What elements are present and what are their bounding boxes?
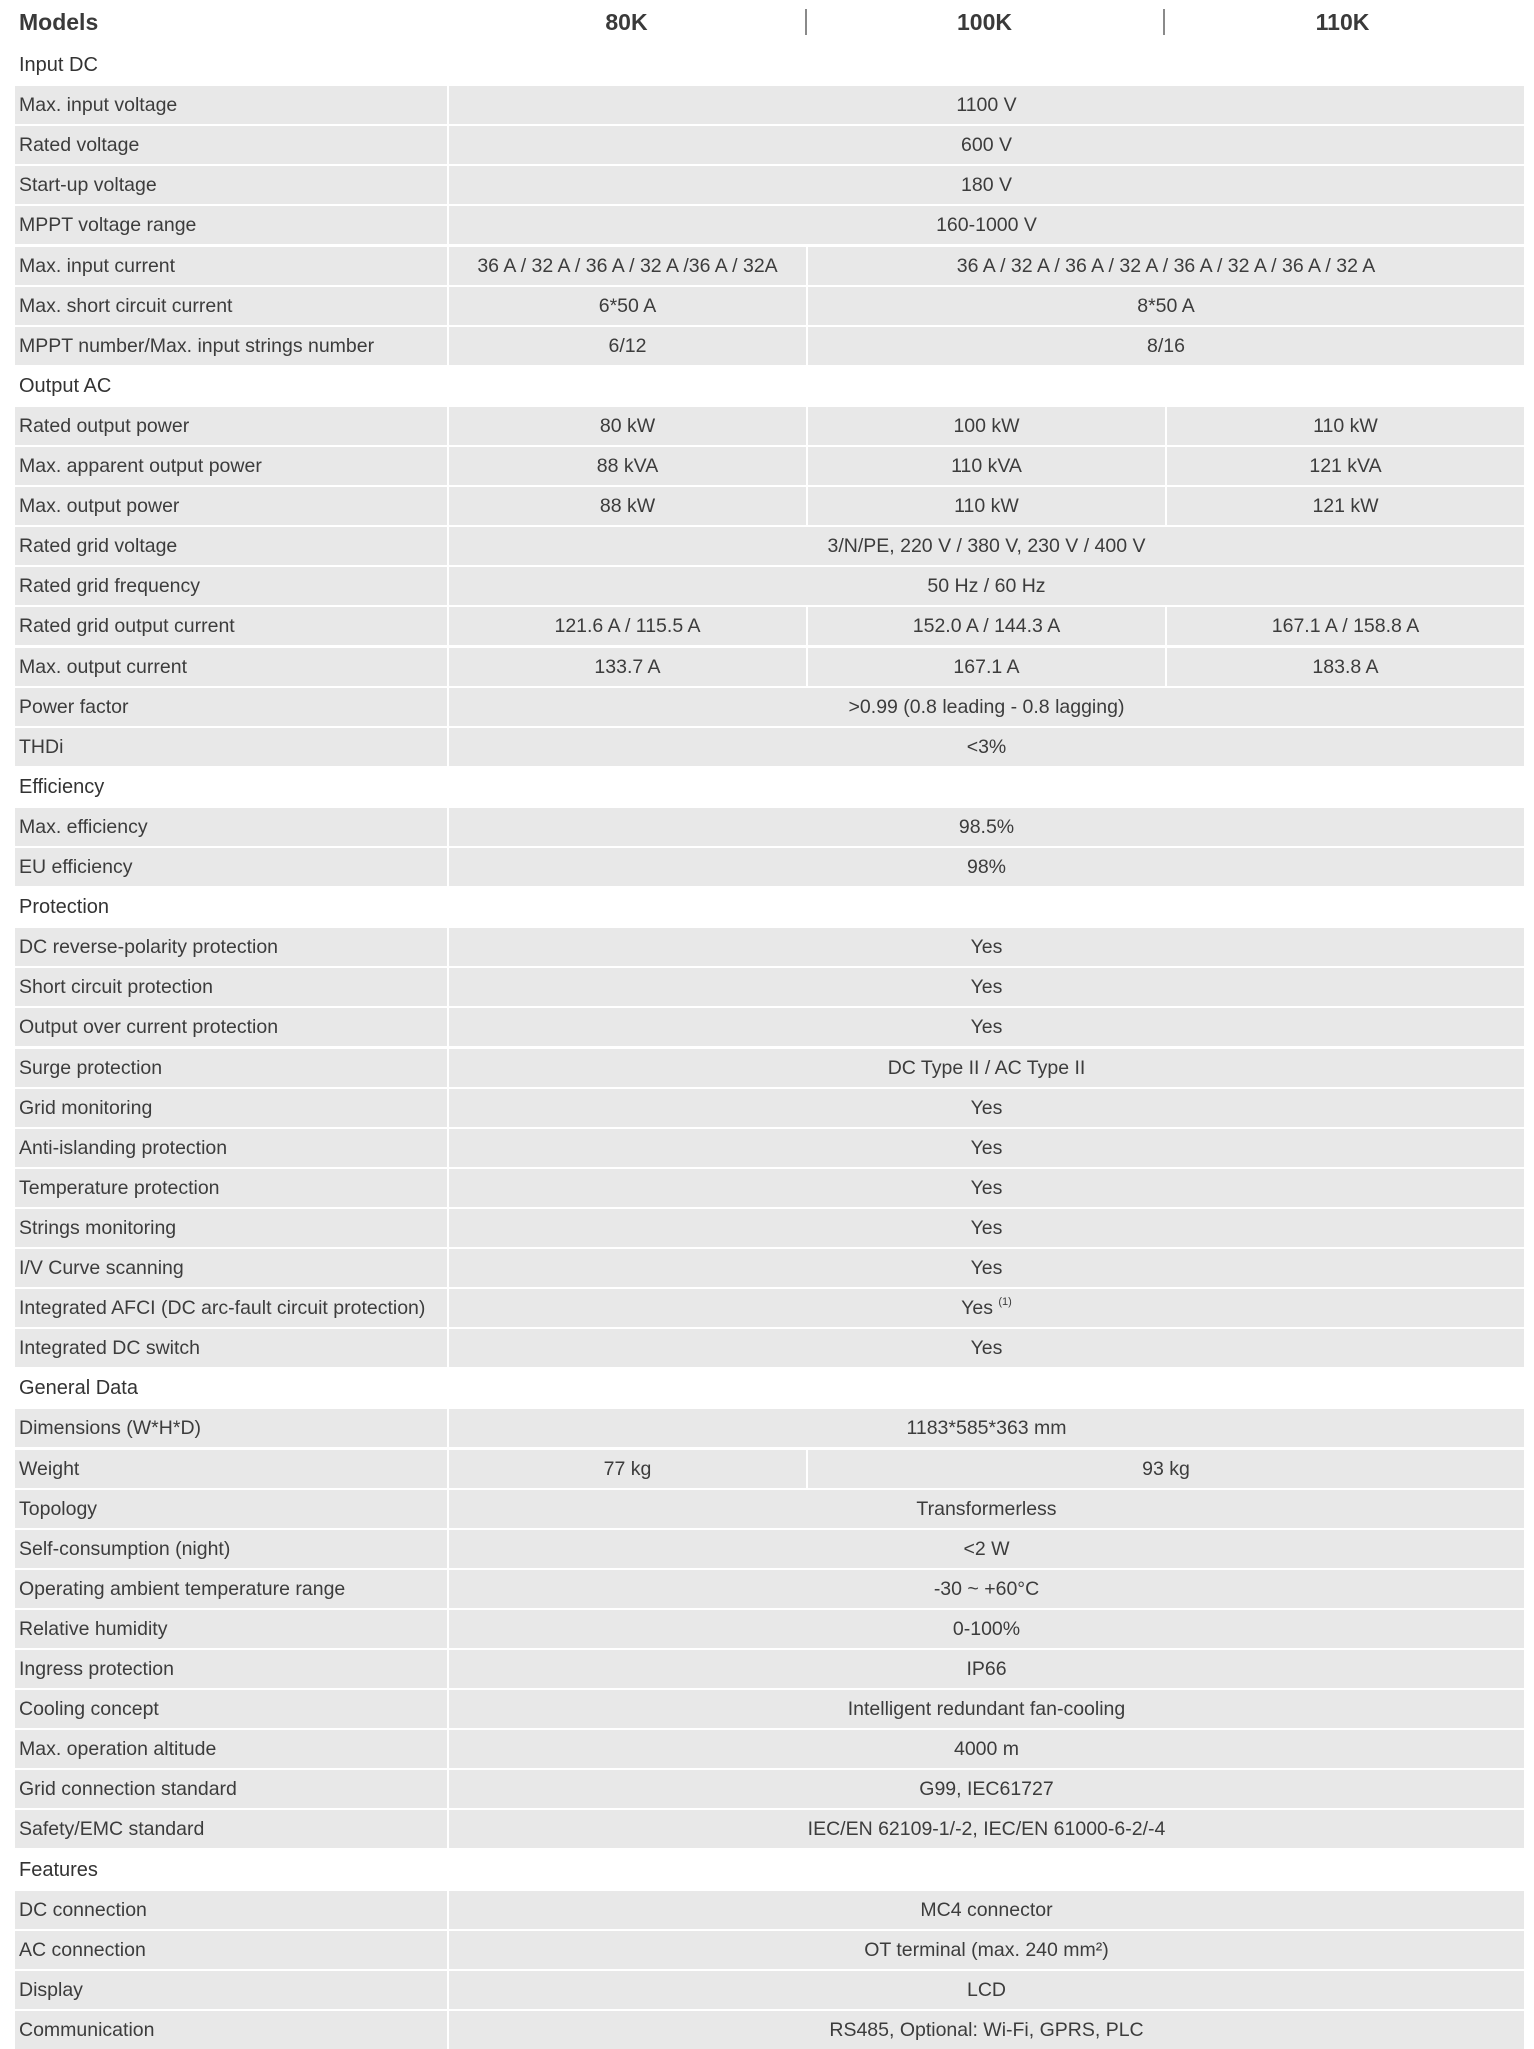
- table-row: [15, 206, 1519, 244]
- row-value: [449, 487, 806, 525]
- table-row: [15, 527, 1519, 565]
- row-value-text: DC Type II / AC Type II: [887, 1057, 1086, 1079]
- row-value: [449, 126, 1524, 164]
- row-value: [1167, 447, 1524, 485]
- table-row: [15, 567, 1519, 605]
- row-label: Grid monitoring: [15, 1089, 447, 1127]
- row-label: MPPT voltage range: [15, 206, 447, 244]
- row-value-text: 50 Hz / 60 Hz: [927, 575, 1046, 597]
- row-value: [449, 1089, 1524, 1127]
- section-title-features: Features: [19, 1859, 98, 1881]
- table-row: [15, 808, 1519, 846]
- row-value: [449, 688, 1524, 726]
- row-value: [449, 1129, 1524, 1167]
- table-row: [15, 1409, 1519, 1447]
- row-label: Rated voltage: [15, 126, 447, 164]
- row-value: [1167, 487, 1524, 525]
- table-row: [15, 648, 1519, 686]
- row-label: Communication: [15, 2011, 447, 2049]
- table-row: [15, 447, 1519, 485]
- row-value: [449, 527, 1524, 565]
- table-row: [15, 407, 1519, 445]
- table-row: [15, 1450, 1519, 1488]
- table-row: [15, 287, 1519, 325]
- row-value-text: 180 V: [961, 174, 1012, 196]
- row-value-text: 88 kVA: [596, 455, 659, 477]
- row-value: [808, 447, 1165, 485]
- row-label: Output over current protection: [15, 1008, 447, 1046]
- footnote-marker: (1): [998, 1296, 1012, 1308]
- table-row: [15, 86, 1519, 124]
- row-value: [449, 327, 806, 365]
- table-row: [15, 166, 1519, 204]
- row-label: Display: [15, 1971, 447, 2009]
- row-value-text: Yes: [961, 1297, 993, 1319]
- row-value-text: 121.6 A / 115.5 A: [554, 615, 701, 637]
- row-value-text: 88 kW: [599, 495, 656, 517]
- row-value-text: 110 kVA: [951, 455, 1022, 477]
- row-value: [449, 1169, 1524, 1207]
- table-row: [15, 607, 1519, 645]
- row-label: Rated grid voltage: [15, 527, 447, 565]
- row-value-text: Yes: [970, 976, 1003, 998]
- row-value: [449, 928, 1524, 966]
- row-value: [1167, 407, 1524, 445]
- row-value-text: Intelligent redundant fan-cooling: [847, 1698, 1126, 1720]
- table-row: [15, 487, 1519, 525]
- row-label: Short circuit protection: [15, 968, 447, 1006]
- row-value: [449, 1409, 1524, 1447]
- row-value: [449, 206, 1524, 244]
- table-row: [15, 1209, 1519, 1247]
- row-label: Grid connection standard: [15, 1770, 447, 1808]
- row-label: MPPT number/Max. input strings number: [15, 327, 447, 365]
- row-value: [449, 728, 1524, 766]
- row-label: Operating ambient temperature range: [15, 1570, 447, 1608]
- row-label: AC connection: [15, 1931, 447, 1969]
- table-row: [15, 1129, 1519, 1167]
- row-value-text: Yes: [970, 1137, 1003, 1159]
- row-value: [449, 567, 1524, 605]
- row-value: [449, 1650, 1524, 1688]
- row-value-text: Transformerless: [916, 1498, 1057, 1520]
- row-value-text: 110 kW: [1313, 415, 1378, 437]
- row-label: Integrated AFCI (DC arc-fault circuit protection): [15, 1289, 447, 1327]
- table-row: [15, 1931, 1519, 1969]
- row-value-text: LCD: [966, 1979, 1006, 2001]
- row-label: Anti-islanding protection: [15, 1129, 447, 1167]
- row-value-text: Yes: [970, 1097, 1003, 1119]
- row-value: [1167, 648, 1524, 686]
- row-value: [449, 447, 806, 485]
- row-value-text: 183.8 A: [1312, 656, 1379, 678]
- row-value-text: MC4 connector: [920, 1899, 1053, 1921]
- table-row: [15, 1810, 1519, 1848]
- section-title-efficiency: Efficiency: [19, 776, 105, 798]
- row-value-text: Yes: [970, 1177, 1003, 1199]
- row-value: [449, 2011, 1524, 2049]
- row-value: [449, 287, 806, 325]
- table-row: [15, 1891, 1519, 1929]
- table-row: [15, 1249, 1519, 1287]
- row-value-text: 36 A / 32 A / 36 A / 32 A / 36 A / 32 A / 36 A / 32 A: [956, 255, 1376, 277]
- row-label: Safety/EMC standard: [15, 1810, 447, 1848]
- row-label: Relative humidity: [15, 1610, 447, 1648]
- row-value: [449, 1971, 1524, 2009]
- row-value-text: 6*50 A: [598, 295, 657, 317]
- row-label: Self-consumption (night): [15, 1530, 447, 1568]
- row-value-text: Yes: [970, 1257, 1003, 1279]
- row-value-text: >0.99 (0.8 leading - 0.8 lagging): [848, 696, 1125, 718]
- row-value-text: 80 kW: [599, 415, 656, 437]
- row-value-text: 36 A / 32 A / 36 A / 32 A /36 A / 32A: [477, 255, 778, 277]
- table-row: [15, 1690, 1519, 1728]
- row-label: Max. short circuit current: [15, 287, 447, 325]
- row-value-text: 93 kg: [1142, 1458, 1190, 1480]
- models-header: [0, 0, 1534, 44]
- row-label: Weight: [15, 1450, 447, 1488]
- row-label: Strings monitoring: [15, 1209, 447, 1247]
- row-value: [449, 247, 806, 285]
- row-label: Integrated DC switch: [15, 1329, 447, 1367]
- row-value-text: 8*50 A: [1137, 295, 1195, 317]
- row-value: [808, 1450, 1524, 1488]
- row-value-text: 100 kW: [953, 415, 1020, 437]
- row-value-text: 110 kW: [954, 495, 1019, 517]
- row-value: [449, 1810, 1524, 1848]
- row-label: Rated grid output current: [15, 607, 447, 645]
- row-label: Cooling concept: [15, 1690, 447, 1728]
- row-value-text: 152.0 A / 144.3 A: [912, 615, 1061, 637]
- row-label: Dimensions (W*H*D): [15, 1409, 447, 1447]
- row-value-text: 167.1 A: [953, 656, 1020, 678]
- row-value: [449, 808, 1524, 846]
- table-row: [15, 1089, 1519, 1127]
- row-label: Max. output power: [15, 487, 447, 525]
- section-title-input-dc: Input DC: [19, 54, 98, 76]
- table-row: [15, 327, 1519, 365]
- row-value-text: RS485, Optional: Wi-Fi, GPRS, PLC: [829, 2019, 1144, 2041]
- table-row: [15, 1650, 1519, 1688]
- row-value: [449, 407, 806, 445]
- row-value: [449, 1049, 1524, 1087]
- model-110k: 110K: [1315, 9, 1370, 35]
- row-value: [449, 1610, 1524, 1648]
- table-row: [15, 968, 1519, 1006]
- table-row: [15, 1610, 1519, 1648]
- row-value: [449, 1450, 806, 1488]
- row-value: [449, 1008, 1524, 1046]
- row-value-text: 8/16: [1147, 335, 1185, 357]
- row-value: [449, 968, 1524, 1006]
- row-value-text: 3/N/PE, 220 V / 380 V, 230 V / 400 V: [827, 535, 1146, 557]
- row-label: DC reverse-polarity protection: [15, 928, 447, 966]
- row-value-text: Yes: [970, 1217, 1003, 1239]
- row-label: Max. operation altitude: [15, 1730, 447, 1768]
- row-value: [449, 86, 1524, 124]
- row-value: [449, 166, 1524, 204]
- row-label: Topology: [15, 1490, 447, 1528]
- row-value-text: 1183*585*363 mm: [906, 1417, 1067, 1439]
- row-label: THDi: [15, 728, 447, 766]
- table-row: [15, 1730, 1519, 1768]
- row-value: [449, 1490, 1524, 1528]
- row-value-text: 121 kVA: [1309, 455, 1382, 477]
- row-value-text: 98.5%: [958, 816, 1015, 838]
- row-label: Start-up voltage: [15, 166, 447, 204]
- row-value-text: 4000 m: [953, 1738, 1020, 1760]
- row-value-text: <2 W: [963, 1538, 1010, 1560]
- row-value-text: 98%: [966, 856, 1007, 878]
- row-value: [808, 287, 1524, 325]
- table-row: [15, 247, 1519, 285]
- row-label: Max. efficiency: [15, 808, 447, 846]
- row-value: [808, 407, 1165, 445]
- row-value: [449, 1931, 1524, 1969]
- row-label: Ingress protection: [15, 1650, 447, 1688]
- row-value: [808, 327, 1524, 365]
- table-row: [15, 1289, 1519, 1327]
- table-row: [15, 1770, 1519, 1808]
- row-value-text: 160-1000 V: [936, 214, 1037, 236]
- row-label: Max. input current: [15, 247, 447, 285]
- table-row: [15, 2011, 1519, 2049]
- section-title-protection: Protection: [19, 896, 110, 918]
- table-row: [15, 1008, 1519, 1046]
- row-value-text: IEC/EN 62109-1/-2, IEC/EN 61000-6-2/-4: [807, 1818, 1166, 1840]
- row-value-text: 133.7 A: [594, 656, 661, 678]
- row-value: [449, 1690, 1524, 1728]
- table-row: [15, 1570, 1519, 1608]
- row-value-text: IP66: [966, 1658, 1007, 1680]
- row-label: Power factor: [15, 688, 447, 726]
- row-label: Max. apparent output power: [15, 447, 447, 485]
- row-value-text: 167.1 A / 158.8 A: [1271, 615, 1420, 637]
- row-value-text: Yes: [970, 1337, 1003, 1359]
- table-row: [15, 1169, 1519, 1207]
- row-value: [449, 1249, 1524, 1287]
- row-value: [808, 648, 1165, 686]
- table-row: [15, 1530, 1519, 1568]
- row-value: [449, 1570, 1524, 1608]
- models-title: Models: [19, 9, 99, 35]
- row-value-text: -30 ~ +60°C: [933, 1578, 1040, 1600]
- row-value: [449, 1289, 1524, 1327]
- section-title-general-data: General Data: [19, 1377, 138, 1399]
- row-value-text: 77 kg: [603, 1458, 652, 1480]
- row-value: [449, 607, 806, 645]
- table-row: [15, 126, 1519, 164]
- row-value: [1167, 607, 1524, 645]
- row-value: [449, 1209, 1524, 1247]
- row-label: EU efficiency: [15, 848, 447, 886]
- table-row: [15, 728, 1519, 766]
- model-80k: 80K: [605, 9, 648, 35]
- table-row: [15, 848, 1519, 886]
- row-value: [449, 1530, 1524, 1568]
- row-value: [449, 848, 1524, 886]
- row-value-text: Yes: [970, 1016, 1003, 1038]
- row-value-text: 600 V: [961, 134, 1012, 156]
- row-value-text: 0-100%: [952, 1618, 1021, 1640]
- row-value-text: <3%: [966, 736, 1007, 758]
- row-value-text: G99, IEC61727: [919, 1778, 1054, 1800]
- model-100k: 100K: [957, 9, 1012, 35]
- row-label: Max. output current: [15, 648, 447, 686]
- row-label: Max. input voltage: [15, 86, 447, 124]
- row-value: [449, 1329, 1524, 1367]
- row-value: [449, 648, 806, 686]
- row-value: [808, 607, 1165, 645]
- row-value-text: 6/12: [608, 335, 647, 357]
- section-title-output-ac: Output AC: [19, 375, 112, 397]
- row-label: I/V Curve scanning: [15, 1249, 447, 1287]
- row-value: [808, 487, 1165, 525]
- table-row: [15, 1971, 1519, 2009]
- table-row: [15, 1049, 1519, 1087]
- row-value: [449, 1730, 1524, 1768]
- table-row: [15, 1490, 1519, 1528]
- row-value-text: OT terminal (max. 240 mm²): [864, 1939, 1109, 1961]
- row-label: DC connection: [15, 1891, 447, 1929]
- row-label: Rated output power: [15, 407, 447, 445]
- row-value: [449, 1770, 1524, 1808]
- row-value-text: 1100 V: [956, 94, 1017, 116]
- row-label: Rated grid frequency: [15, 567, 447, 605]
- table-row: [15, 688, 1519, 726]
- table-row: [15, 1329, 1519, 1367]
- row-label: Temperature protection: [15, 1169, 447, 1207]
- table-row: [15, 928, 1519, 966]
- row-value-text: 121 kW: [1312, 495, 1379, 517]
- row-label: Surge protection: [15, 1049, 447, 1087]
- row-value: [808, 247, 1524, 285]
- row-value-text: Yes: [970, 936, 1003, 958]
- row-value: [449, 1891, 1524, 1929]
